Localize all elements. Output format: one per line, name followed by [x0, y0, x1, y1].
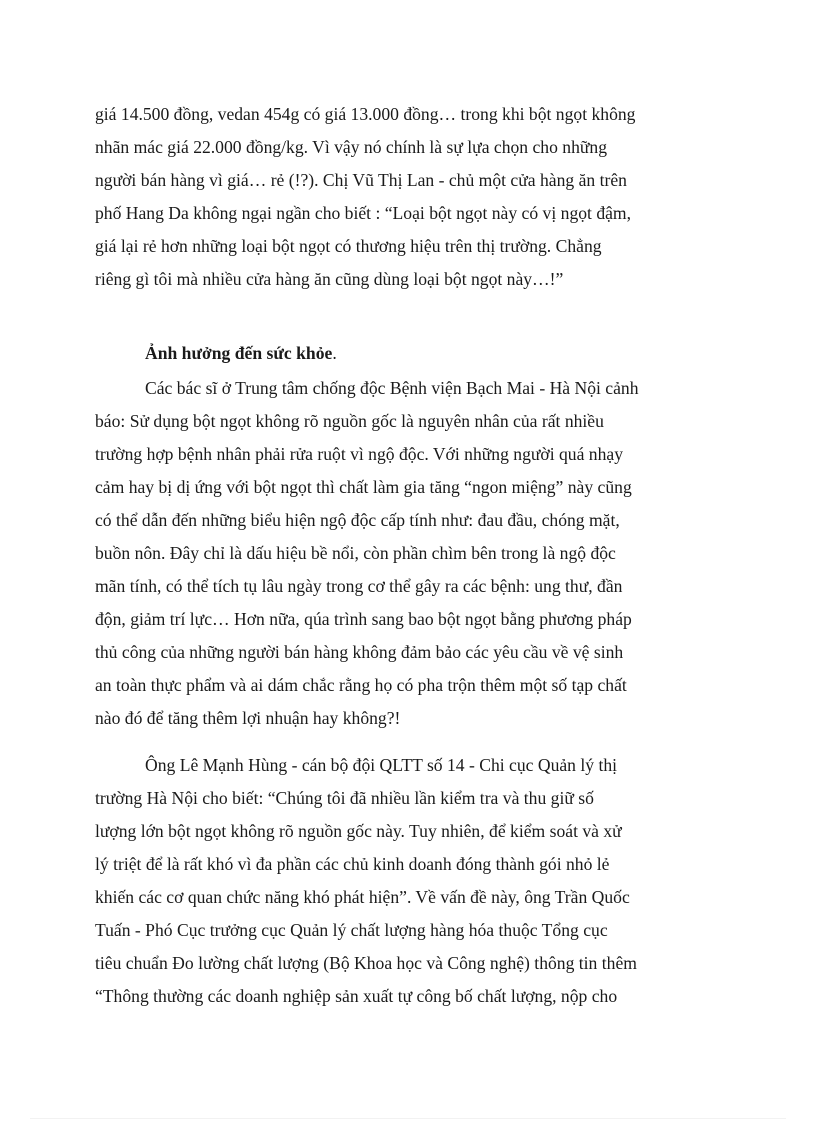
text-line: giá 14.500 đồng, vedan 454g có giá 13.000 đồng… trong khi bột ngọt không — [95, 104, 636, 124]
text-line: “Thông thường các doanh nghiệp sản xuất tự công bố chất lượng, nộp cho — [95, 986, 618, 1006]
text-line: riêng gì tôi mà nhiều cửa hàng ăn cũng dùng loại bột ngọt này…!” — [95, 269, 564, 289]
text-line: mãn tính, có thể tích tụ lâu ngày trong cơ thể gây ra các bệnh: ung thư, đần — [95, 576, 623, 596]
text-line: buồn nôn. Đây chỉ là dấu hiệu bề nổi, còn phần chìm bên trong là ngộ độc — [95, 543, 616, 563]
text-line: giá lại rẻ hơn những loại bột ngọt có thương hiệu trên thị trường. Chẳng — [95, 236, 602, 256]
text-line: trường hợp bệnh nhân phải rửa ruột vì ngộ độc. Với những người quá nhạy — [95, 444, 623, 464]
text-line: nào đó để tăng thêm lợi nhuận hay không?! — [95, 708, 401, 728]
text-line: lượng lớn bột ngọt không rõ nguồn gốc này. Tuy nhiên, để kiểm soát và xử — [95, 821, 622, 841]
section-heading — [95, 337, 725, 370]
section-heading-suffix: . — [332, 343, 337, 363]
text-line: trường Hà Nội cho biết: “Chúng tôi đã nhiều lần kiểm tra và thu giữ số — [95, 788, 594, 808]
section-heading-text: Ảnh hưởng đến sức khỏe — [145, 343, 333, 363]
text-line: an toàn thực phẩm và ai dám chắc rằng họ có pha trộn thêm một số tạp chất — [95, 675, 627, 695]
paragraph-3 — [95, 749, 725, 1013]
paragraph-1 — [95, 98, 725, 296]
text-line: nhãn mác giá 22.000 đồng/kg. Vì vậy nó chính là sự lựa chọn cho những — [95, 137, 608, 157]
text-line: độn, giảm trí lực… Hơn nữa, qúa trình sang bao bột ngọt bằng phương pháp — [95, 609, 632, 629]
text-line: phố Hang Da không ngại ngần cho biết : “Loại bột ngọt này có vị ngọt đậm, — [95, 203, 632, 223]
paragraph-2 — [95, 372, 725, 735]
page-bottom-edge — [30, 1118, 786, 1119]
text-line: người bán hàng vì giá… rẻ (!?). Chị Vũ Thị Lan - chủ một cửa hàng ăn trên — [95, 170, 627, 190]
text-line: khiến các cơ quan chức năng khó phát hiện”. Về vấn đề này, ông Trần Quốc — [95, 887, 630, 907]
text-line: có thể dẫn đến những biểu hiện ngộ độc cấp tính như: đau đầu, chóng mặt, — [95, 510, 620, 530]
text-line: Các bác sĩ ở Trung tâm chống độc Bệnh viện Bạch Mai - Hà Nội cảnh — [145, 378, 639, 398]
text-line: báo: Sử dụng bột ngọt không rõ nguồn gốc là nguyên nhân của rất nhiều — [95, 411, 604, 431]
text-line: thủ công của những người bán hàng không đảm bảo các yêu cầu về vệ sinh — [95, 642, 624, 662]
text-line: Ông Lê Mạnh Hùng - cán bộ đội QLTT số 14 - Chi cục Quản lý thị — [145, 755, 618, 775]
text-line: lý triệt để là rất khó vì đa phần các chủ kinh doanh đóng thành gói nhỏ lẻ — [95, 854, 610, 874]
text-line: tiêu chuẩn Đo lường chất lượng (Bộ Khoa học và Công nghệ) thông tin thêm — [95, 953, 637, 973]
text-line: Tuấn - Phó Cục trưởng cục Quản lý chất lượng hàng hóa thuộc Tổng cục — [95, 920, 608, 940]
text-line: cảm hay bị dị ứng với bột ngọt thì chất làm gia tăng “ngon miệng” này cũng — [95, 477, 632, 497]
